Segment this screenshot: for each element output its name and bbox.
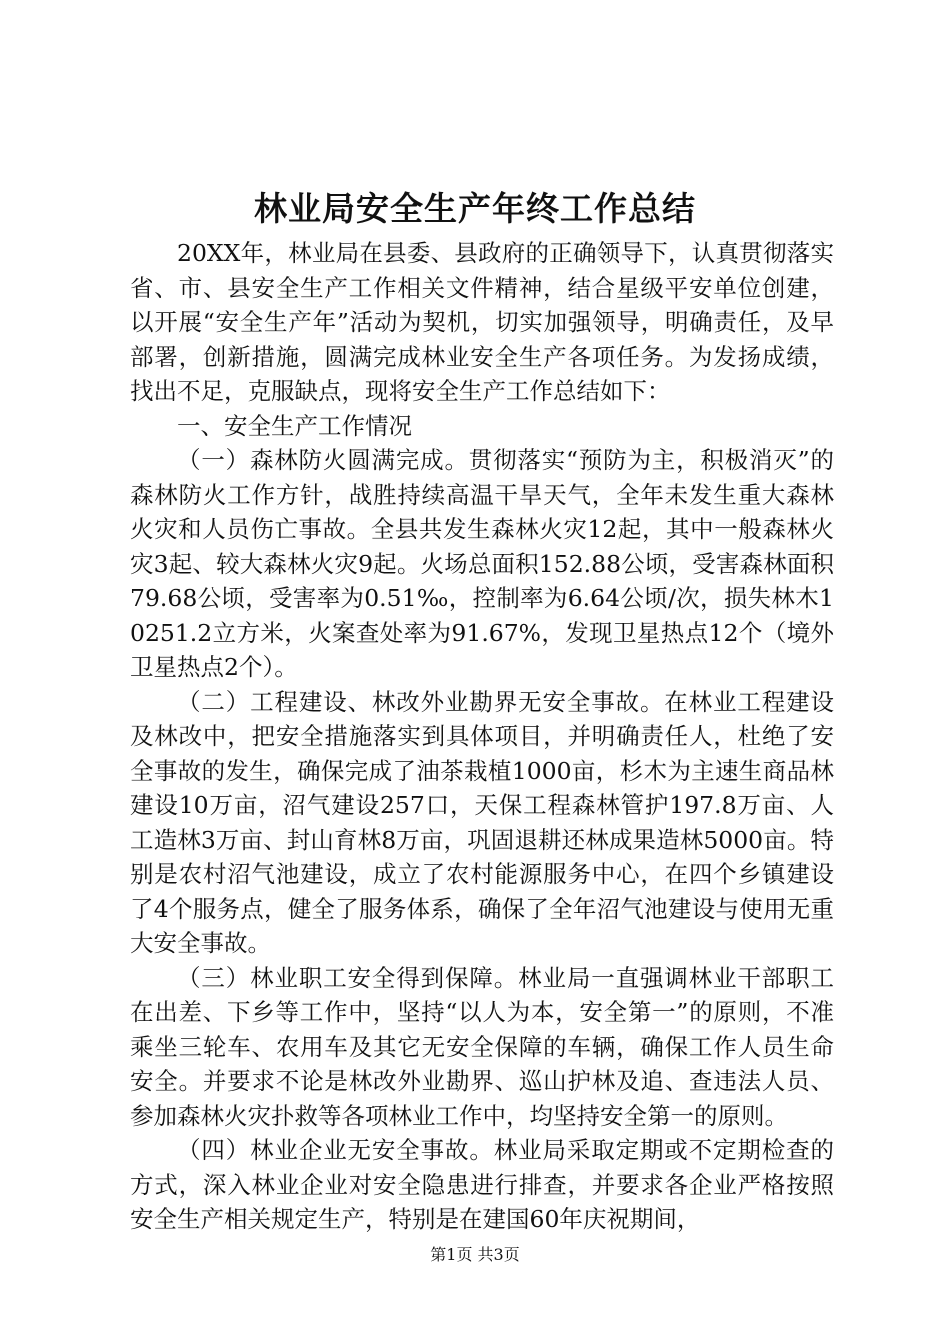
- document-title: 林业局安全生产年终工作总结: [254, 189, 696, 228]
- paragraph-enterprise: （四）林业企业无安全事故。林业局采取定期或不定期检查的方式，深入林业企业对安全隐患进行排查，并要求各企业严格按照安全生产相关规定生产，特别是在建国60年庆祝期间，: [130, 1136, 834, 1233]
- paragraph-intro: 20XX年，林业局在县委、县政府的正确领导下，认真贯彻落实省、市、县安全生产工作相关文件精神，结合星级平安单位创建，以开展“安全生产年”活动为契机，切实加强领导，明确责任，及早部署，创新措施，圆满完成林业安全生产各项任务。为发扬成绩，找出不足，克服缺点，现将安全生产工作总结如下：: [130, 239, 834, 405]
- paragraph-engineering: （二）工程建设、林改外业勘界无安全事故。在林业工程建设及林改中，把安全措施落实到具体项目，并明确责任人，杜绝了安全事故的发生，确保完成了油茶栽植1000亩，杉木为主速生商品林建设10万亩，沼气建设257口，天保工程森林管护197.8万亩、人工造林3万亩、封山育林8万亩，巩固退耕还林成果造林5000亩。特别是农村沼气池建设，成立了农村能源服务中心，在四个乡镇建设了4个服务点，健全了服务体系，确保了全年沼气池建设与使用无重大安全事故。: [130, 687, 834, 957]
- document-body: [130, 236, 834, 1237]
- paragraph-staff-safety: （三）林业职工安全得到保障。林业局一直强调林业干部职工在出差、下乡等工作中，坚持“以人为本，安全第一”的原则，不准乘坐三轮车、农用车及其它无安全保障的车辆，确保工作人员生命安全。并要求不论是林改外业勘界、巡山护林及追、查违法人员、参加森林火灾扑救等各项林业工作中，均坚持安全第一的原则。: [130, 963, 834, 1130]
- page-number: 第1页 共3页: [430, 1245, 520, 1264]
- section-heading: 一、安全生产工作情况: [177, 411, 412, 440]
- paragraph-forest-fire: （一）森林防火圆满完成。贯彻落实“预防为主，积极消灭”的森林防火工作方针，战胜持续高温干旱天气，全年未发生重大森林火灾和人员伤亡事故。全县共发生森林火灾12起，其中一般森林火灾3起、较大森林火灾9起。火场总面积152.88公顷，受害森林面积79.68公顷，受害率为0.51‰，控制率为6.64公顷/次，损失林木10251.2立方米，火案查处率为91.67%，发现卫星热点12个（境外卫星热点2个）。: [130, 446, 834, 681]
